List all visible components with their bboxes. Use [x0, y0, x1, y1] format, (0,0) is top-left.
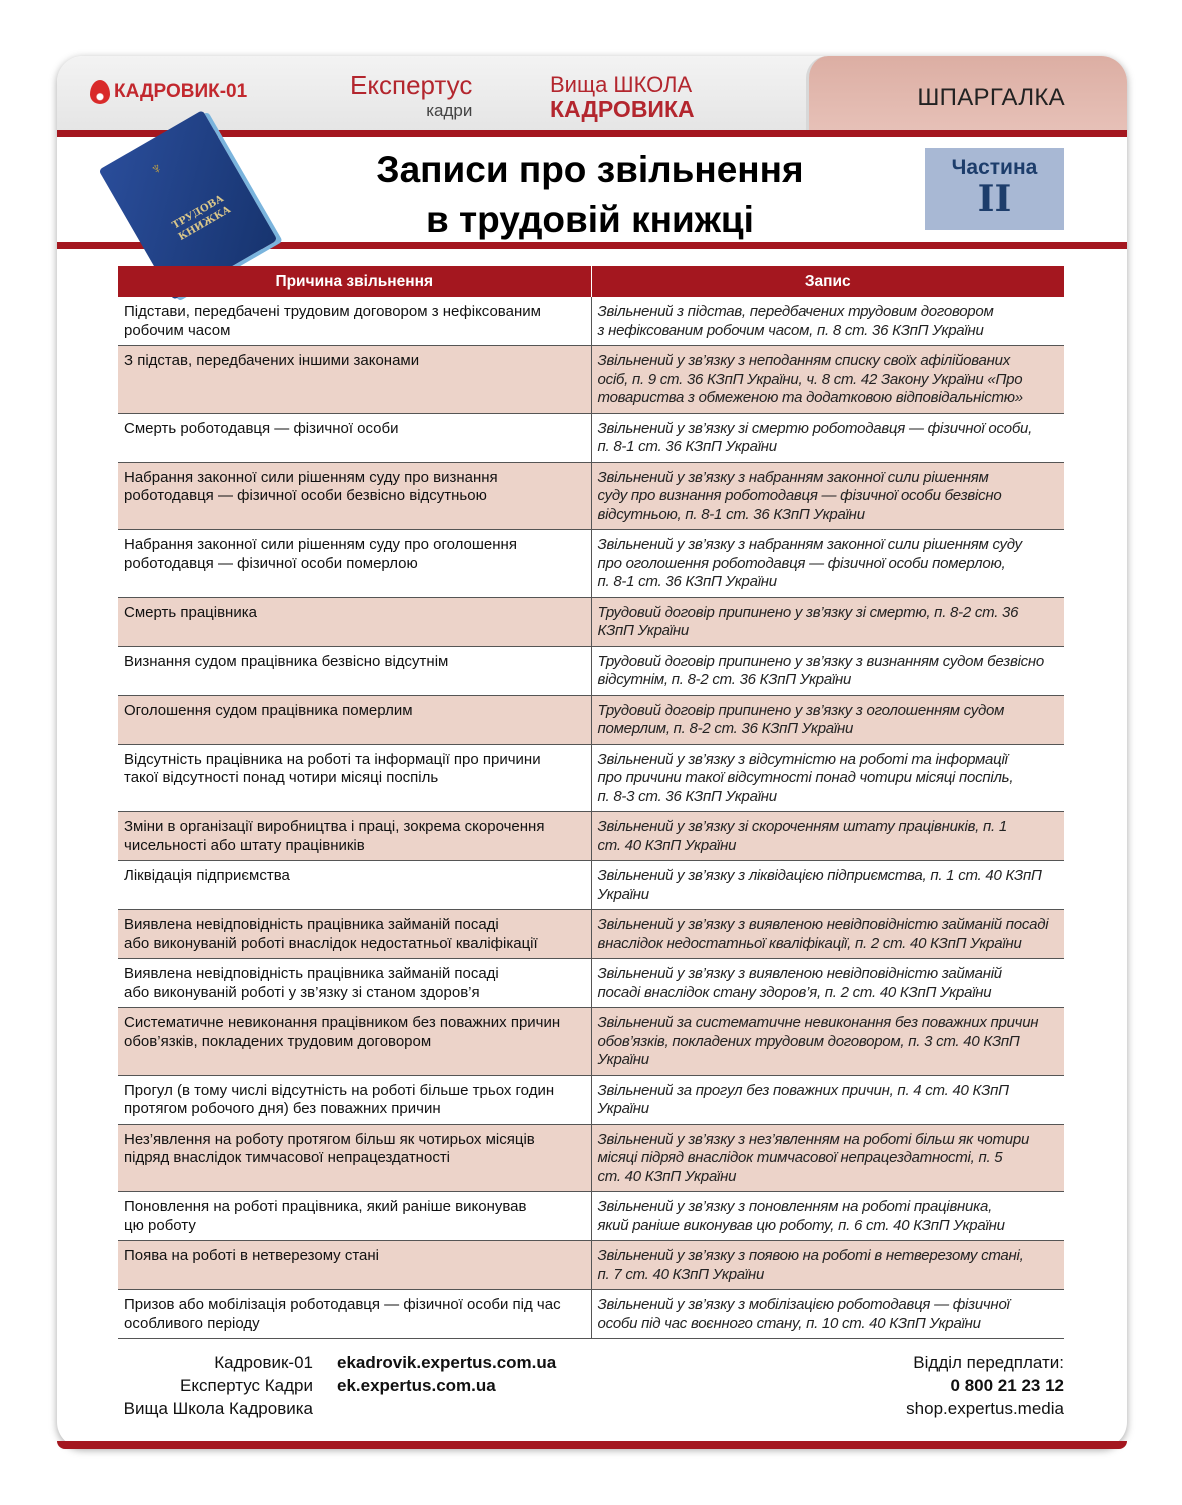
record-cell: Звільнений у зв’язку з набранням законної сили рішенням суду про визнання роботодавця — фізичної особи безвісно відсутньою, п. 8-1 ст. 36 КЗпП України [591, 462, 1064, 530]
logo-school [550, 74, 695, 121]
reason-cell: Підстави, передбачені трудовим договором з нефіксованим робочим часом [118, 297, 591, 346]
reason-cell: Поновлення на роботі працівника, який раніше виконував цю роботу [118, 1192, 591, 1241]
title-line-1: Записи про звільнення [376, 149, 804, 190]
table-row [118, 910, 1064, 959]
reason-cell: Смерть працівника [118, 597, 591, 646]
subscription-label: Відділ передплати: [913, 1353, 1064, 1372]
footer-name: Вища Школа Кадровика [123, 1399, 313, 1418]
table-row [118, 695, 1064, 744]
table-row [118, 1008, 1064, 1076]
table-row [118, 861, 1064, 910]
table-row [118, 1075, 1064, 1124]
part-badge [925, 148, 1064, 230]
record-cell: Звільнений у зв’язку з ліквідацією підприємства, п. 1 ст. 40 КЗпП України [591, 861, 1064, 910]
page-title [300, 145, 880, 245]
logo-kadrovyk-text: КАДРОВИК-01 [114, 81, 248, 102]
table-row [118, 462, 1064, 530]
table-row [118, 959, 1064, 1008]
table-row [118, 646, 1064, 695]
logo-school-line2: КАДРОВИКА [550, 96, 695, 122]
table-row [118, 1192, 1064, 1241]
footer-site-link[interactable]: ekadrovik.expertus.com.ua [337, 1353, 557, 1372]
footer-names [118, 1351, 313, 1420]
reason-cell: Нез’явлення на роботу протягом більш як чотирьох місяців підряд внаслідок тимчасової непрацездатності [118, 1124, 591, 1192]
reason-cell: Виявлена невідповідність працівника займаній посаді або виконуваній роботі внаслідок недостатньої кваліфікації [118, 910, 591, 959]
reason-cell: Виявлена невідповідність працівника займаній посаді або виконуваній роботі у зв’язку зі станом здоров’я [118, 959, 591, 1008]
reason-cell: Систематичне невиконання працівником без поважних причин обов’язків, покладених трудовим договором [118, 1008, 591, 1076]
bottom-border [57, 1441, 1127, 1449]
table-row [118, 346, 1064, 414]
shop-link[interactable]: shop.expertus.media [906, 1399, 1064, 1418]
table-row [118, 297, 1064, 346]
table-row [118, 1290, 1064, 1339]
table-row [118, 597, 1064, 646]
record-cell: Звільнений у зв’язку з виявленою невідповідністю займаній посаді внаслідок стану здоров’я, п. 2 ст. 40 КЗпП України [591, 959, 1064, 1008]
reason-cell: Відсутність працівника на роботі та інформації про причини такої відсутності понад чотири місяці поспіль [118, 744, 591, 812]
record-cell: Трудовий договір припинено у зв’язку з визнанням судом безвісно відсутнім, п. 8-2 ст. 36 КЗпП України [591, 646, 1064, 695]
table-row [118, 1241, 1064, 1290]
reason-cell: Прогул (в тому числі відсутність на роботі більше трьох годин протягом робочого дня) без поважних причин [118, 1075, 591, 1124]
record-cell: Звільнений у зв’язку з відсутністю на роботі та інформації про причини такої відсутності понад чотири місяці поспіль, п. 8-3 ст. 36 КЗпП України [591, 744, 1064, 812]
record-cell: Звільнений у зв’язку з появою на роботі в нетверезому стані, п. 7 ст. 40 КЗпП України [591, 1241, 1064, 1290]
title-line-2: в трудовій книжці [426, 199, 754, 240]
record-cell: Звільнений у зв’язку з неподанням списку своїх афілійованих осіб, п. 9 ст. 36 КЗпП України, ч. 8 ст. 42 Закону України «Про товариства з обмеженою та додатковою відповідальністю» [591, 346, 1064, 414]
record-cell: Звільнений у зв’язку з набранням законної сили рішенням суду про оголошення роботодавця — фізичної особи померлою, п. 8-1 ст. 36 КЗпП України [591, 530, 1064, 598]
flame-icon [90, 80, 110, 104]
reason-cell: Набрання законної сили рішенням суду про оголошення роботодавця — фізичної особи померлою [118, 530, 591, 598]
reason-cell: Зміни в організації виробництва і праці, зокрема скорочення чисельності або штату працівників [118, 812, 591, 861]
logo-school-line1: Вища ШКОЛА [550, 72, 693, 97]
reason-cell: Поява на роботі в нетверезому стані [118, 1241, 591, 1290]
table-row [118, 744, 1064, 812]
footer-sites [337, 1351, 556, 1397]
book-title: ТРУДОВА КНИЖКА [170, 193, 233, 243]
record-cell: Звільнений у зв’язку зі скороченням штату працівників, п. 1 ст. 40 КЗпП України [591, 812, 1064, 861]
trident-icon: ♆ [147, 158, 167, 180]
header-reason: Причина звільнення [118, 266, 591, 297]
reason-cell: З підстав, передбачених іншими законами [118, 346, 591, 414]
record-cell: Трудовий договір припинено у зв’язку з оголошенням судом померлим, п. 8-2 ст. 36 КЗпП України [591, 695, 1064, 744]
record-cell: Звільнений у зв’язку зі смертю роботодавця — фізичної особи, п. 8-1 ст. 36 КЗпП України [591, 413, 1064, 462]
reason-cell: Оголошення судом працівника померлим [118, 695, 591, 744]
record-cell: Звільнений у зв’язку з поновленням на роботі працівника, який раніше виконував цю роботу, п. 6 ст. 40 КЗпП України [591, 1192, 1064, 1241]
part-label: Частина [951, 156, 1038, 179]
cheatsheet-tab [806, 56, 1127, 132]
logo-kadrovyk [90, 80, 247, 104]
record-cell: Звільнений у зв’язку з мобілізацією роботодавця — фізичної особи під час воєнного стану, п. 10 ст. 40 КЗпП України [591, 1290, 1064, 1339]
footer-site-link[interactable]: ek.expertus.com.ua [337, 1376, 496, 1395]
record-cell: Звільнений за прогул без поважних причин, п. 4 ст. 40 КЗпП України [591, 1075, 1064, 1124]
reason-cell: Визнання судом працівника безвісно відсутнім [118, 646, 591, 695]
record-cell: Звільнений за систематичне невиконання без поважних причин обов’язків, покладених трудовим договором, п. 3 ст. 40 КЗпП України [591, 1008, 1064, 1076]
reason-cell: Набрання законної сили рішенням суду про визнання роботодавця — фізичної особи безвісно відсутньою [118, 462, 591, 530]
dismissal-table [118, 266, 1064, 1339]
header-record: Запис [591, 266, 1064, 297]
reason-cell: Ліквідація підприємства [118, 861, 591, 910]
logo-expertus-sub: кадри [426, 101, 473, 120]
reason-cell: Призов або мобілізація роботодавця — фізичної особи під час особливого періоду [118, 1290, 591, 1339]
table-row [118, 812, 1064, 861]
logo-expertus-text: Експертус [350, 70, 473, 100]
part-number: II [977, 178, 1012, 220]
footer-subscription [906, 1351, 1064, 1420]
footer-name: Кадровик-01 [214, 1353, 313, 1372]
table-row [118, 530, 1064, 598]
table-header-row [118, 266, 1064, 297]
record-cell: Звільнений з підстав, передбачених трудовим договором з нефіксованим робочим часом, п. 8 ст. 36 КЗпП України [591, 297, 1064, 346]
reason-cell: Смерть роботодавця — фізичної особи [118, 413, 591, 462]
subscription-phone[interactable]: 0 800 21 23 12 [950, 1376, 1064, 1395]
cheatsheet-label: ШПАРГАЛКА [917, 84, 1065, 111]
footer-name: Експертус Кадри [180, 1376, 313, 1395]
record-cell: Звільнений у зв’язку з виявленою невідповідністю займаній посаді внаслідок недостатньої кваліфікації, п. 2 ст. 40 КЗпП України [591, 910, 1064, 959]
record-cell: Звільнений у зв’язку з нез’явленням на роботі більш як чотири місяці підряд внаслідок тимчасової непрацездатності, п. 5 ст. 40 КЗпП України [591, 1124, 1064, 1192]
record-cell: Трудовий договір припинено у зв’язку зі смертю, п. 8-2 ст. 36 КЗпП України [591, 597, 1064, 646]
logo-expertus [350, 72, 472, 119]
table-row [118, 413, 1064, 462]
table-row [118, 1124, 1064, 1192]
